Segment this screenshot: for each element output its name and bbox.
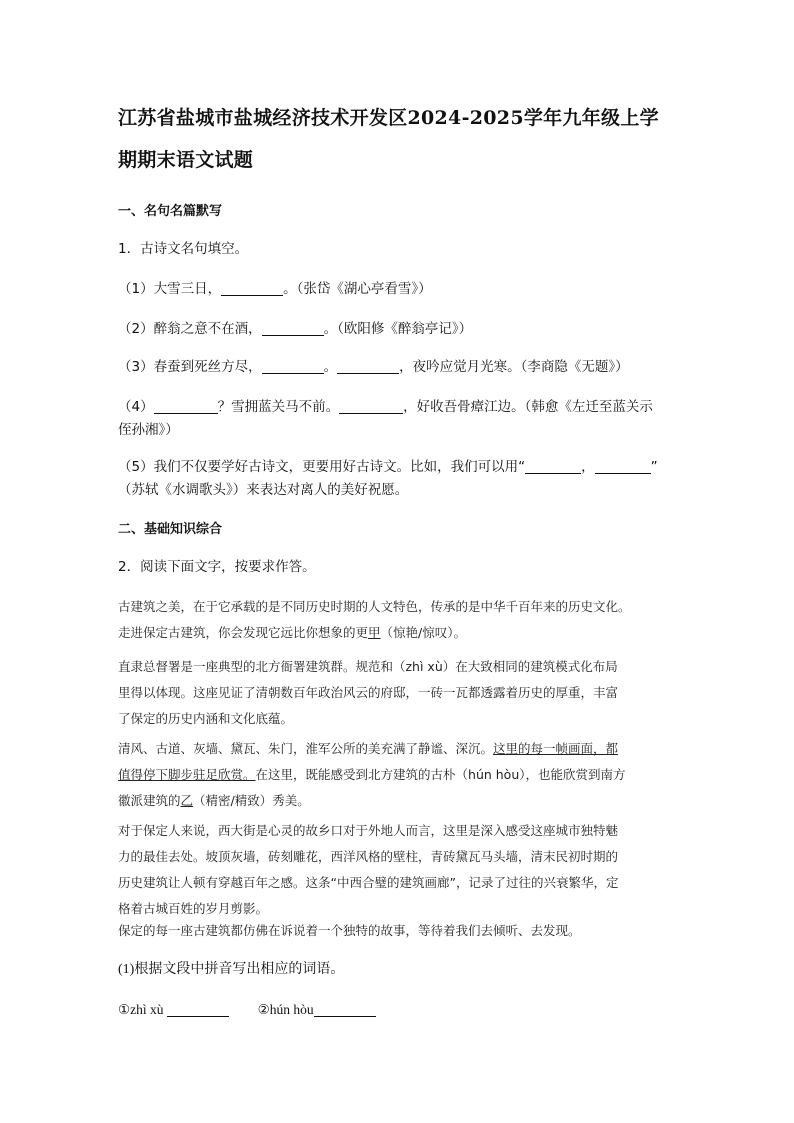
passage-paragraph-4 [118,818,680,922]
item-2-text-a: （2）醉翁之意不在酒， [118,321,262,337]
paragraph-text: 力的最佳去处。坡顶灰墙，砖刻雕花，西洋风格的壁柱，青砖黛瓦马头墙，清末民初时期的 [118,849,619,864]
paragraph-text: 里得以体现。这座见证了清朝数百年政治风云的府邸，一砖一瓦都透露着历史的厚重，丰富 [118,685,619,700]
document-title-line-2: 期期末语文试题 [118,149,254,171]
passage-paragraph-2 [118,654,680,732]
answer-blank[interactable] [339,399,403,414]
answer-blank[interactable] [314,1002,376,1017]
blank-marker-jia: 甲 [368,625,381,640]
paragraph-text: 徽派建筑的 [118,793,181,808]
item-4-text-a: （4） [118,399,154,415]
paragraph-text: （精密/精致）秀美。 [193,793,310,808]
paragraph-text: 历史建筑让人顿有穿越百年之感。这条“中西合璧的建筑画廊”，记录了过往的兴衰繁华，定 [118,875,619,890]
answer-blank[interactable] [595,459,651,474]
question-1-stem: 1．古诗文名句填空。 [118,241,249,257]
paragraph-text: 走进保定古建筑，你会发现它远比你想象的更 [118,625,369,640]
paragraph-text: 清风、古道、灰墙、黛瓦、朱门，淮军公所的美充满了静谧、深沉。 [118,741,494,756]
paragraph-text: 直隶总督署是一座典型的北方衙署建筑群。规范和（zhì xù）在大致相同的建筑模式化布局 [118,659,618,674]
question-1-item-5 [118,456,680,502]
item-5-text-d: （苏轼《水调歌头》）来表达对离人的美好祝愿。 [118,482,409,498]
answer-blank[interactable] [154,399,218,414]
sub-question-1-answers [118,998,680,1021]
passage-paragraph-3 [118,736,680,814]
paragraph-text: 古建筑之美，在于它承载的是不同历史时期的人文特色，传承的是中华千百年来的历史文化。 [118,599,631,614]
item-4-text-b: ？雪拥蓝关马不前。 [217,399,340,415]
item-4-text-d: 侄孙湘》） [118,422,179,438]
item-5-text-b: ， [581,459,595,475]
item-4-text-c: ，好收吾骨瘴江边。（韩愈《左迁至蓝关示 [403,399,653,415]
item-1-text-b: 。（张岱《湖心亭看雪》） [283,281,432,297]
answer-blank[interactable] [221,281,283,296]
sub-question-1: (1)根据文段中拼音写出相应的词语。 [118,962,345,977]
question-1-item-4 [118,396,680,442]
item-2-text-b: 。（欧阳修《醉翁亭记》） [323,321,473,337]
item-5-text-a: （5）我们不仅要学好古诗文，更要用好古诗文。比如，我们可以用“ [118,459,526,475]
question-1-item-2 [118,318,680,341]
item-3-text-b: 。 [323,359,338,375]
paragraph-text: 了保定的历史内涵和文化底蕴。 [118,711,294,726]
answer-blank[interactable] [337,359,399,374]
answer-label-1: ①zhì xù [118,1002,164,1017]
passage-paragraph-5: 保定的每一座古建筑都仿佛在诉说着一个独特的故事，等待着我们去倾听、去发现。 [118,923,581,938]
item-1-text-a: （1）大雪三日， [118,281,222,297]
blank-marker-yi: 乙 [180,793,194,808]
answer-blank[interactable] [262,321,324,336]
answer-blank[interactable] [167,1002,229,1017]
paragraph-text: 格着古城百姓的岁月剪影。 [118,901,269,916]
section-heading-1: 一、名句名篇默写 [118,204,223,219]
document-title-line-1: 江苏省盐城市盐城经济技术开发区2024-2025学年九年级上学 [118,107,659,129]
passage-paragraph-1 [118,594,680,646]
question-2-stem: 2．阅读下面文字，按要求作答。 [118,559,316,575]
question-1-item-3 [118,356,680,379]
answer-blank[interactable] [262,359,324,374]
underlined-sentence: 值得停下脚步驻足欣赏。 [118,767,256,782]
underlined-sentence: 这里的每一帧画面，都 [493,741,619,756]
answer-blank[interactable] [525,459,581,474]
item-3-text-c: ，夜吟应觉月光寒。（李商隐《无题》） [399,359,629,375]
paragraph-text: （惊艳/惊叹）。 [380,625,466,640]
item-3-text-a: （3）春蚕到死丝方尽， [118,359,262,375]
section-heading-2: 二、基础知识综合 [118,522,223,537]
item-5-text-c: ” [650,459,658,475]
question-1-item-1 [118,278,680,301]
paragraph-text: 对于保定人来说，西大街是心灵的故乡口对于外地人而言，这里是深入感受这座城市独特魅 [118,823,619,838]
answer-label-2: ②hún hòu [257,1002,314,1017]
paragraph-text: 在这里，既能感受到北方建筑的古朴（hún hòu），也能欣赏到南方 [255,767,626,782]
